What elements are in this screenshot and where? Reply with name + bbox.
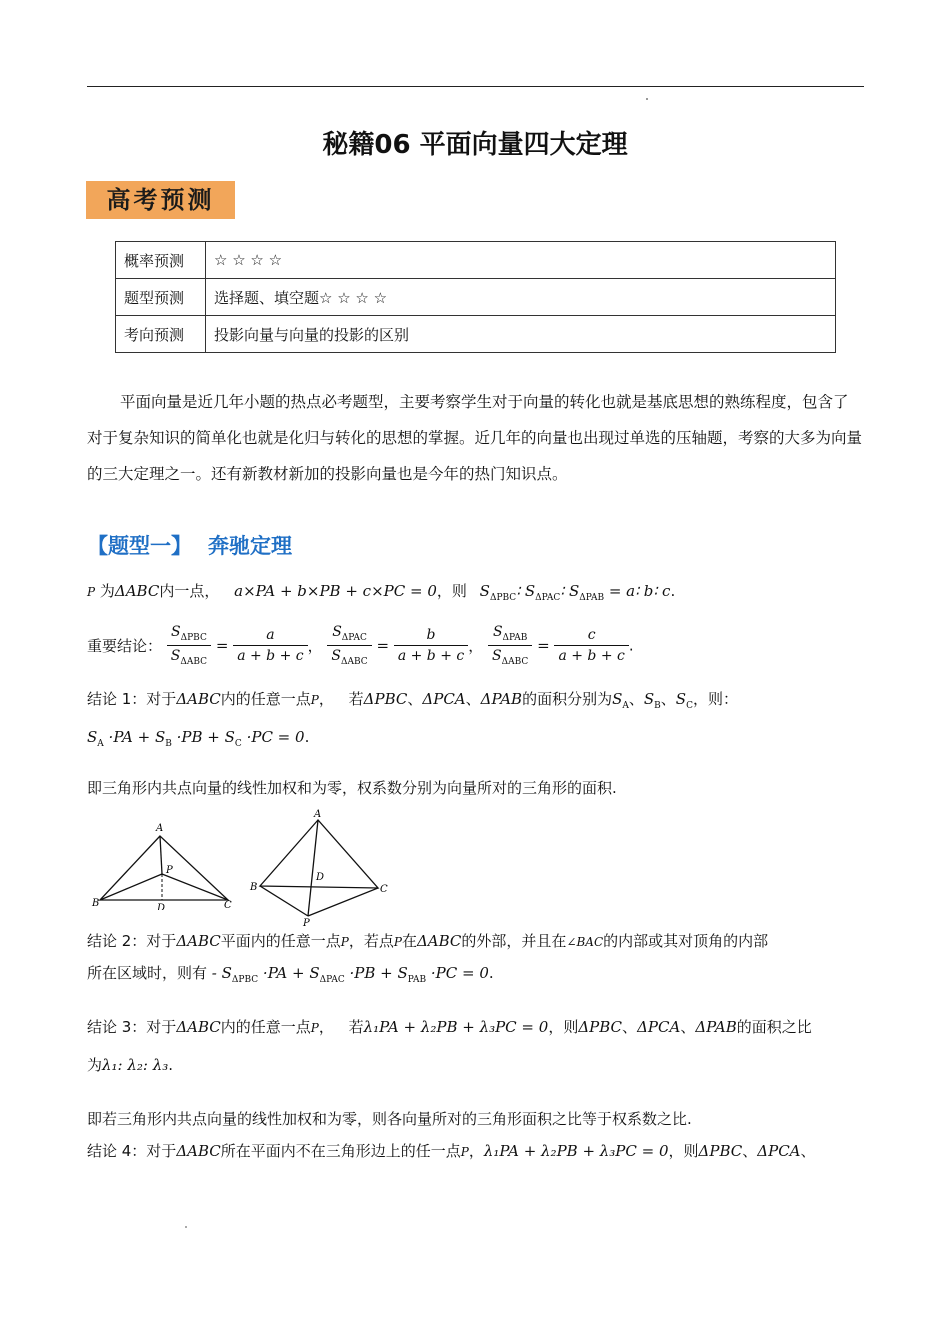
section-bracket: 【题型一】 (87, 534, 192, 558)
math-lambda-eq: λ₁PA + λ₂PB + λ₃PC = 0 (483, 1142, 669, 1160)
table-row (116, 279, 836, 316)
text: 、 (800, 1142, 816, 1160)
num: c (554, 627, 628, 646)
benz-statement (87, 580, 675, 603)
math-p: P (393, 935, 402, 949)
math-p: P (310, 1021, 319, 1035)
math-abc: ΔABC (416, 932, 462, 950)
section-heading (87, 530, 292, 560)
math-pab: ΔPAB (480, 690, 523, 708)
table-row (116, 242, 836, 279)
text: 、 (680, 1018, 696, 1036)
table-row (116, 316, 836, 353)
row-key: 考向预测 (116, 316, 206, 353)
fraction: $\frac{S_{\Delta PAC}}{S_{\Delta ABC}}$ (327, 624, 371, 667)
math-p: P (310, 693, 319, 707)
conclusion-3-summary: 即若三角形内共点向量的线性加权和为零，则各向量所对的三角形面积之比等于权系数之比. (87, 1110, 692, 1128)
math-pbc: ΔPBC (698, 1142, 743, 1160)
num: b (394, 627, 468, 646)
text: 内一点， (159, 582, 220, 600)
math-sa: S (612, 690, 623, 708)
text: 、 (407, 690, 423, 708)
text: ，若点 (348, 932, 394, 950)
label-c: C (224, 900, 232, 910)
text: 、 (465, 690, 481, 708)
row-key: 概率预测 (116, 242, 206, 279)
text: . (670, 582, 676, 600)
triangle-figure-1 (90, 818, 240, 910)
label-c: C (380, 884, 388, 895)
text: . (168, 1056, 174, 1074)
triangle-figure-2 (246, 806, 396, 928)
conclusion-1-summary: 即三角形内共点向量的线性加权和为零，权系数分别为向量所对的三角形的面积. (87, 779, 617, 797)
math-sc: S (675, 690, 687, 708)
text: 内的任意一点 (220, 690, 311, 708)
fraction (394, 627, 468, 664)
num: a (233, 627, 307, 646)
header-rule (87, 86, 864, 87)
text: 所在平面内不在三角形边上的任一点 (220, 1142, 461, 1160)
math-abc: ΔABC (176, 1018, 221, 1036)
conclusion-1: 结论 1：对于ΔABC内的任意一点P， 若ΔPBC、ΔPCA、ΔPAB的面积分别为$S_A$、$S_B$、$S_C$，则： (87, 690, 738, 711)
label-p: P (303, 918, 310, 928)
conclusion-3-cont (87, 1054, 173, 1075)
text: 结论 4：对于 (87, 1142, 177, 1160)
math-lambda-ratio: λ₁: λ₂: λ₃ (102, 1056, 169, 1074)
text: 、 (622, 1018, 638, 1036)
speck (185, 1226, 187, 1228)
text: 结论 2：对于 (87, 932, 177, 950)
math-ratio: $S_{\Delta PBC}∶$ $S_{\Delta PAC}∶$ $S_{\Delta PAB}$ = a∶ b∶ c (479, 582, 671, 603)
math-bac: ∠BAC (566, 935, 604, 949)
sub: ΔPBC (180, 632, 207, 643)
math-abc: ΔABC (176, 690, 221, 708)
math-p: P (460, 1145, 469, 1159)
math-p: P (87, 585, 96, 599)
text: ，则 (548, 1018, 579, 1036)
sub-pac: ΔPAC (535, 593, 561, 603)
sub-pbc: ΔPBC (489, 593, 517, 603)
label-d: D (157, 903, 166, 910)
sub: B (654, 701, 661, 711)
math-pbc: ΔPBC (578, 1018, 623, 1036)
label-d: D (316, 872, 325, 883)
text: 为 (99, 582, 115, 600)
row-value: ☆ ☆ ☆ ☆ (206, 242, 836, 279)
text: 、 (742, 1142, 758, 1160)
text: 内的任意一点 (220, 1018, 311, 1036)
math-abc: ΔABC (176, 932, 221, 950)
text: 的面积分别为 (522, 690, 613, 708)
math-eq1: a×PA + b×PB + c×PC = 0 (234, 582, 437, 600)
label-a: A (314, 809, 322, 820)
text: 的面积之比 (736, 1018, 812, 1036)
sub-pab: ΔPAB (579, 593, 605, 603)
speck (646, 98, 648, 100)
text: ，则 (436, 582, 467, 600)
text: ，则： (692, 690, 738, 708)
row-key: 题型预测 (116, 279, 206, 316)
sub: PAB (407, 975, 427, 985)
text: 结论 1：对于 (87, 690, 177, 708)
prediction-table (115, 241, 836, 353)
math-sb: S (643, 690, 655, 708)
math-abc: ΔABC (176, 1142, 221, 1160)
fraction (554, 627, 628, 664)
math-pca: ΔPCA (757, 1142, 801, 1160)
text: 为 (87, 1056, 103, 1074)
conclusion-2-cont: 所在区域时，则有 - $S_{\Delta PBC} \cdot PA + S_{\Delta PAC} \cdot PB + S_{PAB} \cdot PC = 0$. (87, 964, 494, 985)
math-pca: ΔPCA (422, 690, 466, 708)
sub: ΔABC (341, 656, 368, 667)
conclusion-4 (87, 1140, 816, 1161)
text: 平面内的任意一点 (220, 932, 341, 950)
text: 若 (348, 1018, 364, 1036)
math-abc: ΔABC (114, 582, 160, 600)
text: ， (468, 1142, 484, 1160)
label-b: B (92, 898, 100, 909)
math-lambda-eq: λ₁PA + λ₂PB + λ₃PC = 0 (363, 1018, 549, 1036)
row-value: 投影向量与向量的投影的区别 (206, 316, 836, 353)
fraction: $\frac{S_{\Delta PBC}}{S_{\Delta ABC}}$ (167, 624, 211, 667)
page-title: 秘籍06 平面向量四大定理 (322, 130, 628, 160)
label-p: P (166, 865, 173, 876)
text: 的外部，并且在 (461, 932, 567, 950)
conclusion-1-equation: $S_A \cdot PA + S_B \cdot PB + S_C \cdot PC = 0$. (87, 728, 310, 749)
sub: ΔABC (180, 656, 208, 667)
conclusion-2 (87, 930, 768, 951)
math-pca: ΔPCA (637, 1018, 681, 1036)
sub: C (686, 701, 693, 711)
text: 、 (628, 690, 644, 708)
label-a: A (156, 823, 164, 834)
important-conclusion: 重要结论： $\frac{S_{\Delta PBC}}{S_{\Delta ABC}}$ = $\frac{a}{a + b + c}$ ， $\frac{S_{\Delta PAC}}{S_{\Delta ABC}}$ = $\frac{b}{a + b + c}$ ， $\frac{S_{\Delta PAB}}{S_{\Delta ABC}}$ = $\frac{c}{a + b + c}$ . (87, 624, 634, 667)
den: a + b + c (237, 647, 304, 664)
text: ，则 (668, 1142, 699, 1160)
sub: A (622, 701, 629, 711)
section-name: 奔驰定理 (208, 534, 292, 558)
fraction: $\frac{S_{\Delta PAB}}{S_{\Delta ABC}}$ (488, 624, 532, 667)
fraction (233, 627, 307, 664)
math-pbc: ΔPBC (363, 690, 408, 708)
intro-paragraph: 平面向量是近几年小题的热点必考题型，主要考察学生对于向量的转化也就是基底思想的熟练程度，包含了对于复杂知识的简单化也就是化归与转化的思想的掌握。近几年的向量也出现过单选的压轴题，考察的大多为向量的三大定理之一。还有新教材新加的投影向量也是今年的热门知识点。 (87, 393, 863, 483)
label-b: B (250, 882, 258, 893)
sub: ΔABC (501, 656, 529, 667)
sub: ΔPAB (502, 632, 528, 643)
text: 若 (348, 690, 364, 708)
text: 结论 3：对于 (87, 1018, 177, 1036)
sub: ΔPAC (341, 632, 367, 643)
text: 在 (401, 932, 417, 950)
text: 、 (660, 690, 676, 708)
math-pab: ΔPAB (695, 1018, 737, 1036)
conclusion-3: 结论 3：对于ΔABC内的任意一点P， 若λ₁PA + λ₂PB + λ₃PC = 0，则ΔPBC、ΔPCA、ΔPAB的面积之比 (87, 1018, 812, 1036)
text: 重要结论： (87, 636, 163, 655)
row-value: 选择题、填空题☆ ☆ ☆ ☆ (206, 279, 836, 316)
den: a + b + c (397, 647, 465, 664)
text: 的内部或其对顶角的内部 (603, 932, 769, 950)
text: 所在区域时，则有 (87, 964, 208, 982)
math-p: P (340, 935, 349, 949)
den: a + b + c (558, 647, 625, 664)
forecast-badge: 高考预测 (86, 181, 235, 219)
